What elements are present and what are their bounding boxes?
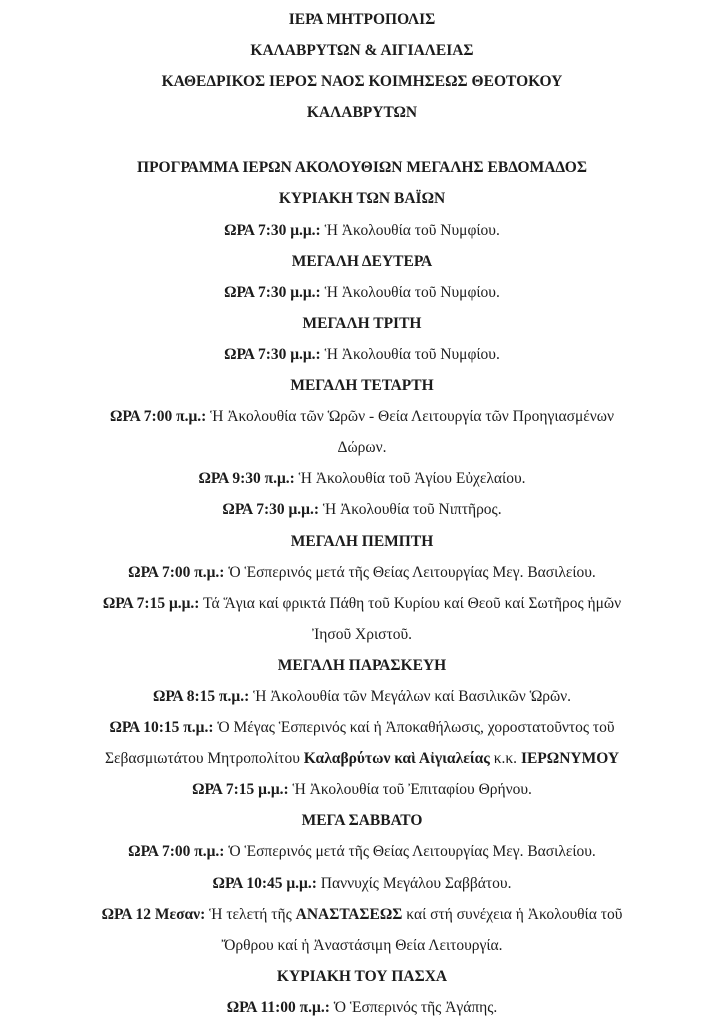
bold-text-segment: ΚΑΘΕΔΡΙΚΟΣ ΙΕΡΟΣ ΝΑΟΣ ΚΟΙΜΗΣΕΩΣ ΘΕΟΤΟΚΟΥ [161,73,563,91]
bold-text-segment: ΩΡΑ 7:00 π.μ.: [128,563,225,581]
bold-text-segment: ΜΕΓΑΛΗ ΠΑΡΑΣΚΕΥΗ [277,656,447,674]
service-line [0,774,724,805]
text-segment: Ἡ τελετή τῆς [205,905,296,923]
day-heading [0,246,724,277]
day-heading [0,961,724,992]
text-segment: Ἡ Ἀκολουθία τοῦ Νυμφίου. [320,345,500,363]
service-line [0,899,724,930]
header-line [0,66,724,97]
bold-text-segment: ΩΡΑ 8:15 π.μ.: [152,687,250,705]
service-continuation-line [0,619,724,650]
text-segment: Ὁ Μέγας Ἑσπερινός καί ἡ Ἀποκαθήλωσις, χοροστατοῦντος τοῦ [213,719,615,737]
text-segment: Ὁ Ἑσπερινός μετά τῆς Θείας Λειτουργίας Μεγ. Βασιλείου. [224,843,596,861]
service-line [0,681,724,712]
bold-text-segment: ΩΡΑ 7:30 μ.μ.: [224,221,321,239]
text-segment: Ἡ Ἀκολουθία τοῦ Νυμφίου. [320,221,500,239]
text-segment: Ὁ Ἑσπερινός τῆς Ἀγάπης. [329,998,498,1016]
service-line [0,215,724,246]
day-heading [0,308,724,339]
service-line [0,992,724,1023]
text-segment: κ.κ. [489,750,521,768]
text-segment: Ὁ Ἑσπερινός μετά τῆς Θείας Λειτουργίας Μεγ. Βασιλείου. [224,563,596,581]
bold-text-segment: ΜΕΓΑΛΗ ΠΕΜΠΤΗ [290,532,434,550]
text-segment: Ἡ Ἀκολουθία τοῦ Ἐπιταφίου Θρήνου. [288,781,532,799]
day-heading [0,805,724,836]
bold-text-segment: ΩΡΑ 7:30 μ.μ.: [224,345,321,363]
text-segment: Σεβασμιωτάτου Μητροπολίτου [104,750,304,768]
bold-text-segment: ΙΕΡΩΝΥΜΟΥ [520,750,620,768]
text-segment: καί στή συνέχεια ἡ Ἀκολουθία τοῦ [402,905,623,923]
text-segment: Ἡ Ἀκολουθία τῶν Ὡρῶν - Θεία Λειτουργία τῶν Προηγιασμένων [206,408,615,426]
service-continuation-line [0,930,724,961]
text-segment: Ἡ Ἀκολουθία τοῦ Ἁγίου Εὐχελαίου. [294,470,526,488]
bold-text-segment: ΩΡΑ 10:15 π.μ.: [109,719,214,737]
text-segment: Παννυχίς Μεγάλου Σαββάτου. [316,874,512,892]
day-heading [0,650,724,681]
bold-text-segment: ΩΡΑ 7:30 μ.μ.: [224,283,321,301]
bold-text-segment: ΜΕΓΑΛΗ ΤΕΤΑΡΤΗ [290,377,434,395]
bold-text-segment: ΑΝΑΣΤΑΣΕΩΣ [295,905,403,923]
service-continuation-line [0,743,724,774]
section-gap [0,128,724,152]
bold-text-segment: ΩΡΑ 7:15 μ.μ.: [102,594,200,612]
header-line [0,35,724,66]
document-body [0,4,724,1023]
day-heading [0,370,724,401]
header-line [0,4,724,35]
service-line [0,339,724,370]
service-line [0,557,724,588]
bold-text-segment: ΩΡΑ 7:00 π.μ.: [109,408,207,426]
text-segment: Ἡ Ἀκολουθία τοῦ Νυμφίου. [320,283,500,301]
bold-text-segment: ΚΥΡΙΑΚΗ ΤΩΝ ΒΑΪΩΝ [278,190,446,208]
text-segment: Ἡ Ἀκολουθία τοῦ Νιπτῆρος. [319,501,502,519]
bold-text-segment: ΩΡΑ 12 Μεσαν: [101,905,206,923]
service-line [0,712,724,743]
service-line [0,868,724,899]
text-segment: Ἡ Ἀκολουθία τῶν Μεγάλων καί Βασιλικῶν Ὡρῶν. [249,687,572,705]
bold-text-segment: ΩΡΑ 7:30 μ.μ.: [222,501,319,519]
bold-text-segment: ΚΑΛΑΒΡΥΤΩΝ & ΑΙΓΙΑΛΕΙΑΣ [250,42,474,60]
bold-text-segment: ΜΕΓΑΛΗ ΔΕΥΤΕΡΑ [291,252,433,270]
service-line [0,463,724,494]
bold-text-segment: ΙΕΡΑ ΜΗΤΡΟΠΟΛΙΣ [288,11,436,28]
service-line [0,277,724,308]
header-line [0,97,724,128]
program-title [0,152,724,183]
service-line [0,401,724,432]
bold-text-segment: ΜΕΓΑ ΣΑΒΒΑΤΟ [301,812,423,830]
bold-text-segment: ΩΡΑ 10:45 μ.μ.: [212,874,317,892]
bold-text-segment: ΩΡΑ 9:30 π.μ.: [198,470,295,488]
bold-text-segment: ΩΡΑ 11:00 π.μ.: [226,998,330,1016]
service-line [0,836,724,867]
bold-text-segment: ΠΡΟΓΡΑΜΜΑ ΙΕΡΩΝ ΑΚΟΛΟΥΘΙΩΝ ΜΕΓΑΛΗΣ ΕΒΔΟΜΑΔΟΣ [137,159,587,177]
bold-text-segment: ΩΡΑ 7:15 μ.μ.: [192,781,289,799]
service-continuation-line [0,432,724,463]
service-line [0,494,724,525]
text-segment: Δώρων. [337,439,387,457]
day-heading [0,526,724,557]
bold-text-segment: ΩΡΑ 7:00 π.μ.: [128,843,225,861]
bold-text-segment: ΚΥΡΙΑΚΗ ΤΟΥ ΠΑΣΧΑ [276,967,448,985]
service-line [0,588,724,619]
text-segment: Τά Ἅγια καί φρικτά Πάθη τοῦ Κυρίου καί Θεοῦ καί Σωτῆρος ἡμῶν [199,594,622,612]
day-heading [0,183,724,214]
bold-text-segment: Καλαβρύτων καὶ Αἰγιαλείας [303,750,490,768]
text-segment: Ὄρθρου καί ἡ Ἀναστάσιμη Θεία Λειτουργία. [221,936,503,954]
bold-text-segment: ΚΑΛΑΒΡΥΤΩΝ [306,104,418,122]
bold-text-segment: ΜΕΓΑΛΗ ΤΡΙΤΗ [302,314,422,332]
text-segment: Ἰησοῦ Χριστοῦ. [311,625,413,643]
